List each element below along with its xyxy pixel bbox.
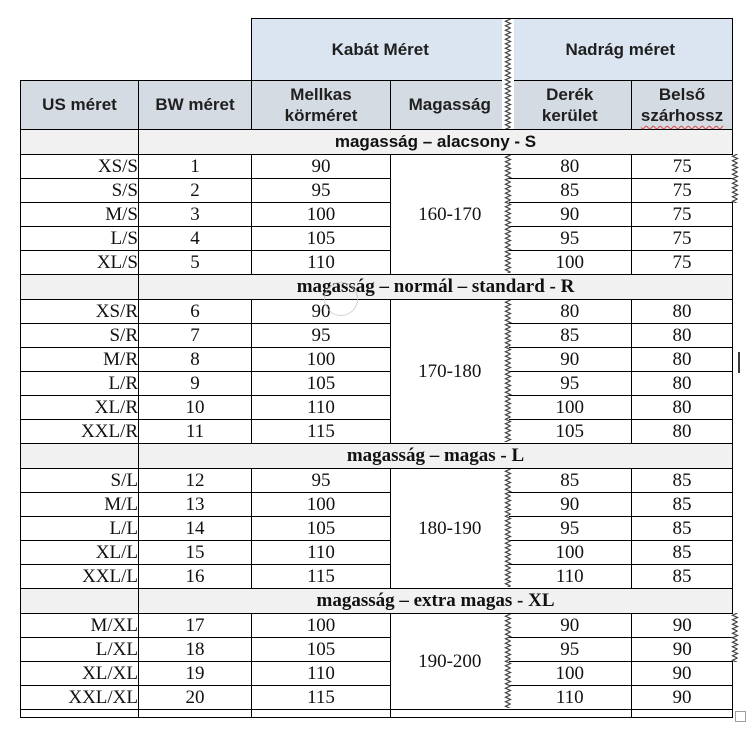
us-size-cell: XS/S <box>21 155 139 179</box>
waist-cell: 85 <box>509 469 632 493</box>
waist-cell: 110 <box>509 686 632 710</box>
height-range-cell: 180-190 <box>391 469 509 589</box>
bw-size-cell: 19 <box>139 662 252 686</box>
inseam-cell: 80 <box>632 396 733 420</box>
height-range-cell: 160-170 <box>391 155 509 275</box>
bw-size-cell: 3 <box>139 203 252 227</box>
waist-cell: 100 <box>509 541 632 565</box>
chest-cell: 90 <box>252 155 391 179</box>
us-size-cell: XXL/R <box>21 420 139 444</box>
table-row <box>21 179 733 203</box>
section-header-row-xl <box>21 589 733 614</box>
bw-size-cell: 9 <box>139 372 252 396</box>
waist-cell: 105 <box>509 420 632 444</box>
waist-cell: 95 <box>509 517 632 541</box>
table-row <box>21 565 733 589</box>
bw-size-cell: 20 <box>139 686 252 710</box>
chest-cell: 110 <box>252 541 391 565</box>
table-row <box>21 324 733 348</box>
group-header-pants: Nadrág méret <box>509 19 733 81</box>
section-header-row-s <box>21 130 733 155</box>
bw-size-cell: 12 <box>139 469 252 493</box>
inseam-cell: 90 <box>632 662 733 686</box>
spacer-cell <box>139 710 252 718</box>
us-size-cell: S/S <box>21 179 139 203</box>
us-size-cell: S/L <box>21 469 139 493</box>
section-left-cell <box>21 275 139 300</box>
bw-size-cell: 18 <box>139 638 252 662</box>
chest-cell: 100 <box>252 493 391 517</box>
us-size-cell: XXL/XL <box>21 686 139 710</box>
spacer-cell <box>252 710 391 718</box>
us-size-cell: XXL/L <box>21 565 139 589</box>
us-size-cell: M/R <box>21 348 139 372</box>
us-size-cell: L/XL <box>21 638 139 662</box>
section-left-cell <box>21 444 139 469</box>
inseam-cell: 75 <box>632 227 733 251</box>
us-size-cell: S/R <box>21 324 139 348</box>
spacer-cell <box>509 710 632 718</box>
bw-size-cell: 10 <box>139 396 252 420</box>
table-row <box>21 396 733 420</box>
inseam-cell: 75 <box>632 155 733 179</box>
chest-cell: 105 <box>252 227 391 251</box>
inseam-cell: 85 <box>632 493 733 517</box>
inseam-cell: 90 <box>632 614 733 638</box>
bw-size-cell: 4 <box>139 227 252 251</box>
col-header-us-size: US méret <box>21 81 139 130</box>
col-header-waist-line2: kerület <box>541 106 598 125</box>
col-header-waist-line1: Derék <box>546 84 594 104</box>
section-left-cell <box>21 130 139 155</box>
waist-cell: 90 <box>509 493 632 517</box>
chest-cell: 95 <box>252 324 391 348</box>
table-row <box>21 469 733 493</box>
chest-cell: 105 <box>252 517 391 541</box>
section-title-xl: magasság – extra magas - XL <box>139 589 733 614</box>
waist-cell: 85 <box>509 179 632 203</box>
bottom-spacer-row <box>21 710 733 718</box>
inseam-cell: 85 <box>632 469 733 493</box>
col-header-chest <box>252 81 391 130</box>
inseam-cell: 80 <box>632 348 733 372</box>
inseam-cell: 80 <box>632 420 733 444</box>
inseam-cell: 85 <box>632 541 733 565</box>
group-header-jacket: Kabát Méret <box>252 19 509 81</box>
column-header-row <box>21 81 733 130</box>
table-resize-handle[interactable] <box>735 711 746 722</box>
bw-size-cell: 8 <box>139 348 252 372</box>
section-title-s: magasság – alacsony - S <box>139 130 733 155</box>
chest-cell: 105 <box>252 372 391 396</box>
waist-cell: 100 <box>509 251 632 275</box>
us-size-cell: M/XL <box>21 614 139 638</box>
table-row <box>21 686 733 710</box>
us-size-cell: XL/R <box>21 396 139 420</box>
waist-cell: 90 <box>509 348 632 372</box>
chest-cell: 95 <box>252 179 391 203</box>
col-header-chest-line2: körméret <box>284 106 358 125</box>
table-row <box>21 155 733 179</box>
col-header-chest-line1: Mellkas <box>290 84 352 104</box>
chest-cell: 100 <box>252 348 391 372</box>
table-row <box>21 662 733 686</box>
table-row <box>21 517 733 541</box>
chest-cell: 90 <box>252 300 391 324</box>
waist-cell: 80 <box>509 155 632 179</box>
us-size-cell: L/L <box>21 517 139 541</box>
inseam-cell: 80 <box>632 324 733 348</box>
waist-cell: 100 <box>509 396 632 420</box>
section-title-l: magasság – magas - L <box>139 444 733 469</box>
bw-size-cell: 11 <box>139 420 252 444</box>
us-size-cell: L/S <box>21 227 139 251</box>
chest-cell: 110 <box>252 251 391 275</box>
section-header-row-l <box>21 444 733 469</box>
us-size-cell: XL/L <box>21 541 139 565</box>
col-header-inseam-line2-misspelled: szárhossz <box>640 106 724 125</box>
us-size-cell: XL/XL <box>21 662 139 686</box>
section-title-r: magasság – normál – standard - R <box>139 275 733 300</box>
inseam-cell: 80 <box>632 300 733 324</box>
bw-size-cell: 13 <box>139 493 252 517</box>
chest-cell: 105 <box>252 638 391 662</box>
waist-cell: 110 <box>509 565 632 589</box>
spacer-cell <box>391 710 509 718</box>
us-size-cell: XL/S <box>21 251 139 275</box>
waist-cell: 90 <box>509 203 632 227</box>
bw-size-cell: 1 <box>139 155 252 179</box>
table-row <box>21 614 733 638</box>
inseam-cell: 85 <box>632 565 733 589</box>
chest-cell: 100 <box>252 614 391 638</box>
inseam-cell: 75 <box>632 251 733 275</box>
spacer-cell <box>21 710 139 718</box>
table-row <box>21 541 733 565</box>
chest-cell: 115 <box>252 686 391 710</box>
spacer-cell <box>632 710 733 718</box>
bw-size-cell: 2 <box>139 179 252 203</box>
table-row <box>21 227 733 251</box>
waist-cell: 100 <box>509 662 632 686</box>
table-row <box>21 372 733 396</box>
chest-cell: 100 <box>252 203 391 227</box>
size-chart-table <box>20 18 733 718</box>
table-row <box>21 493 733 517</box>
inseam-cell: 85 <box>632 517 733 541</box>
chest-cell: 115 <box>252 565 391 589</box>
waist-cell: 80 <box>509 300 632 324</box>
col-header-inseam <box>632 81 733 130</box>
section-left-cell <box>21 589 139 614</box>
table-row <box>21 203 733 227</box>
us-size-cell: M/S <box>21 203 139 227</box>
table-row <box>21 251 733 275</box>
text-cursor-mark <box>738 352 740 373</box>
chest-cell: 115 <box>252 420 391 444</box>
waist-cell: 95 <box>509 372 632 396</box>
bw-size-cell: 17 <box>139 614 252 638</box>
bw-size-cell: 7 <box>139 324 252 348</box>
inseam-cell: 80 <box>632 372 733 396</box>
bw-size-cell: 15 <box>139 541 252 565</box>
us-size-cell: XS/R <box>21 300 139 324</box>
bw-size-cell: 14 <box>139 517 252 541</box>
waist-cell: 95 <box>509 227 632 251</box>
group-header-row <box>21 19 733 81</box>
inseam-cell: 75 <box>632 179 733 203</box>
col-header-waist <box>509 81 632 130</box>
inseam-cell: 75 <box>632 203 733 227</box>
chest-cell: 110 <box>252 396 391 420</box>
waist-cell: 90 <box>509 614 632 638</box>
bw-size-cell: 5 <box>139 251 252 275</box>
col-header-bw-size: BW méret <box>139 81 252 130</box>
table-row <box>21 638 733 662</box>
waist-cell: 95 <box>509 638 632 662</box>
bw-size-cell: 16 <box>139 565 252 589</box>
us-size-cell: M/L <box>21 493 139 517</box>
section-header-row-r <box>21 275 733 300</box>
inseam-cell: 90 <box>632 638 733 662</box>
chest-cell: 110 <box>252 662 391 686</box>
table-row <box>21 300 733 324</box>
chest-cell: 95 <box>252 469 391 493</box>
inseam-cell: 90 <box>632 686 733 710</box>
waist-cell: 85 <box>509 324 632 348</box>
bw-size-cell: 6 <box>139 300 252 324</box>
col-header-height: Magasság <box>391 81 509 130</box>
table-row <box>21 348 733 372</box>
height-range-cell: 190-200 <box>391 614 509 710</box>
col-header-inseam-line1: Belső <box>658 84 706 104</box>
height-range-cell: 170-180 <box>391 300 509 444</box>
table-row <box>21 420 733 444</box>
watermark-circle <box>324 282 358 316</box>
us-size-cell: L/R <box>21 372 139 396</box>
empty-corner <box>21 19 252 81</box>
